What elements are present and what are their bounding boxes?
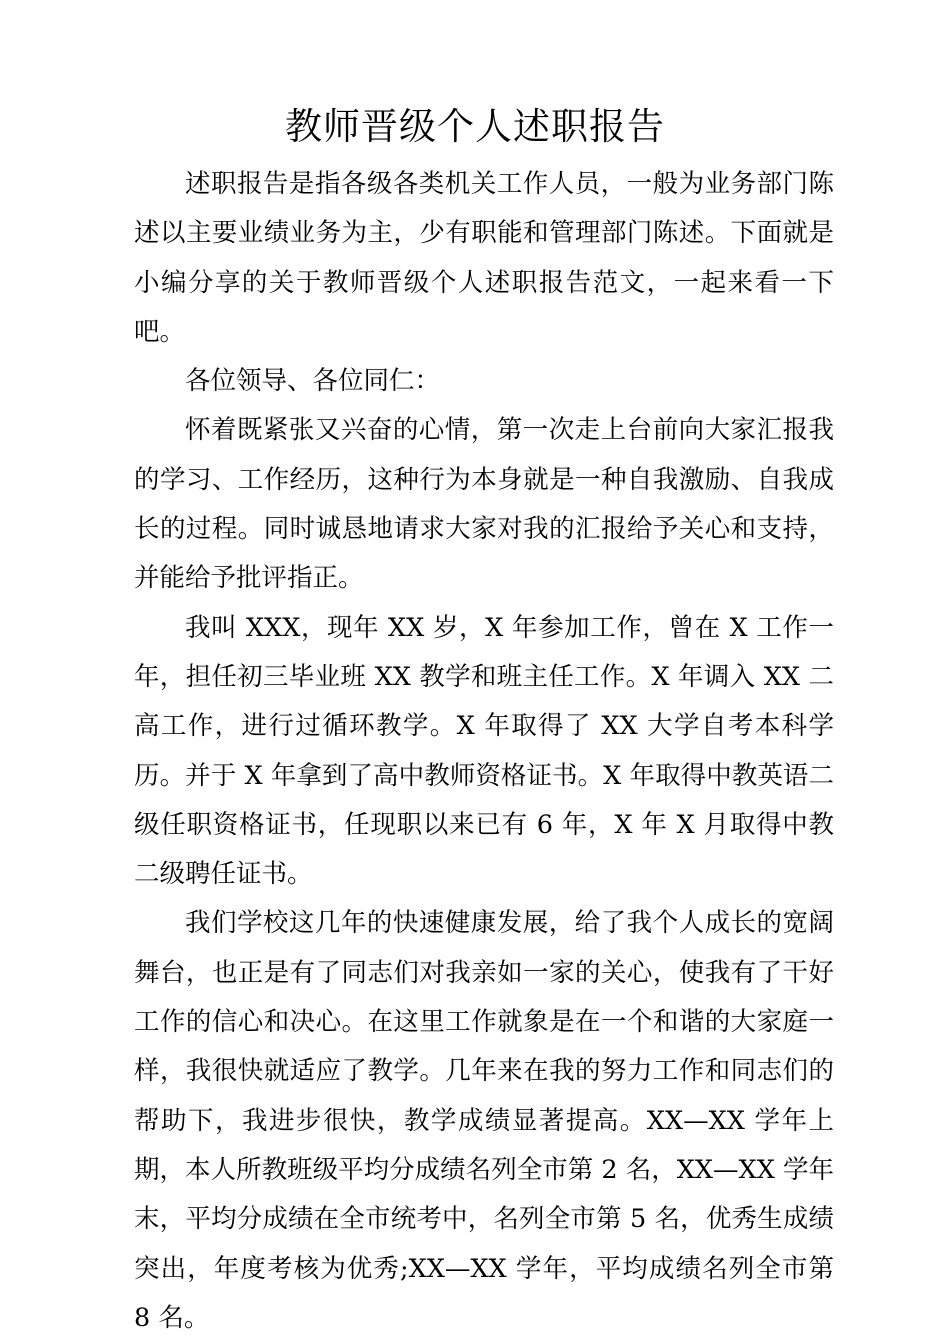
paragraph-background: 我叫 XXX，现年 XX 岁，X 年参加工作，曾在 X 工作一年，担任初三毕业班 XX 教学和班主任工作。X 年调入 XX 二高工作，进行过循环教学。X 年取得了 XX 大学自考本科学历。并于 X 年拿到了高中教师资格证书。X 年取得中教英语二级任职资格证书，任现职以来已有 6 年，X 年 X 月取得中教二级聘任证书。 xyxy=(134,612,834,890)
paragraph-intro: 述职报告是指各级各类机关工作人员，一般为业务部门陈述以主要业绩业务为主，少有职能和管理部门陈述。下面就是小编分享的关于教师晋级个人述职报告范文，一起来看一下吧。 xyxy=(134,169,834,347)
document-title: 教师晋级个人述职报告 xyxy=(285,105,665,148)
paragraph-salutation: 各位领导、各位同仁： xyxy=(185,366,441,397)
document-body xyxy=(134,160,834,1343)
paragraph-achievements: 我们学校这几年的快速健康发展，给了我个人成长的宽阔舞台，也正是有了同志们对我亲如一家的关心，使我有了干好工作的信心和决心。在这里工作就象是在一个和谐的大家庭一样，我很快就适应了教学。几年来在我的努力工作和同志们的帮助下，我进步很快，教学成绩显著提高。XX—XX 学年上期，本人所教班级平均分成绩名列全市第 2 名，XX—XX 学年末，平均分成绩在全市统考中，名列全市第 5 名，优秀生成绩突出，年度考核为优秀;XX—XX 学年，平均成绩名列全市第 8 名。 xyxy=(134,908,834,1333)
paragraph-opening: 怀着既紧张又兴奋的心情，第一次走上台前向大家汇报我的学习、工作经历，这种行为本身就是一种自我激励、自我成长的过程。同时诚恳地请求大家对我的汇报给予关心和支持，并能给予批评指正。 xyxy=(134,415,834,594)
